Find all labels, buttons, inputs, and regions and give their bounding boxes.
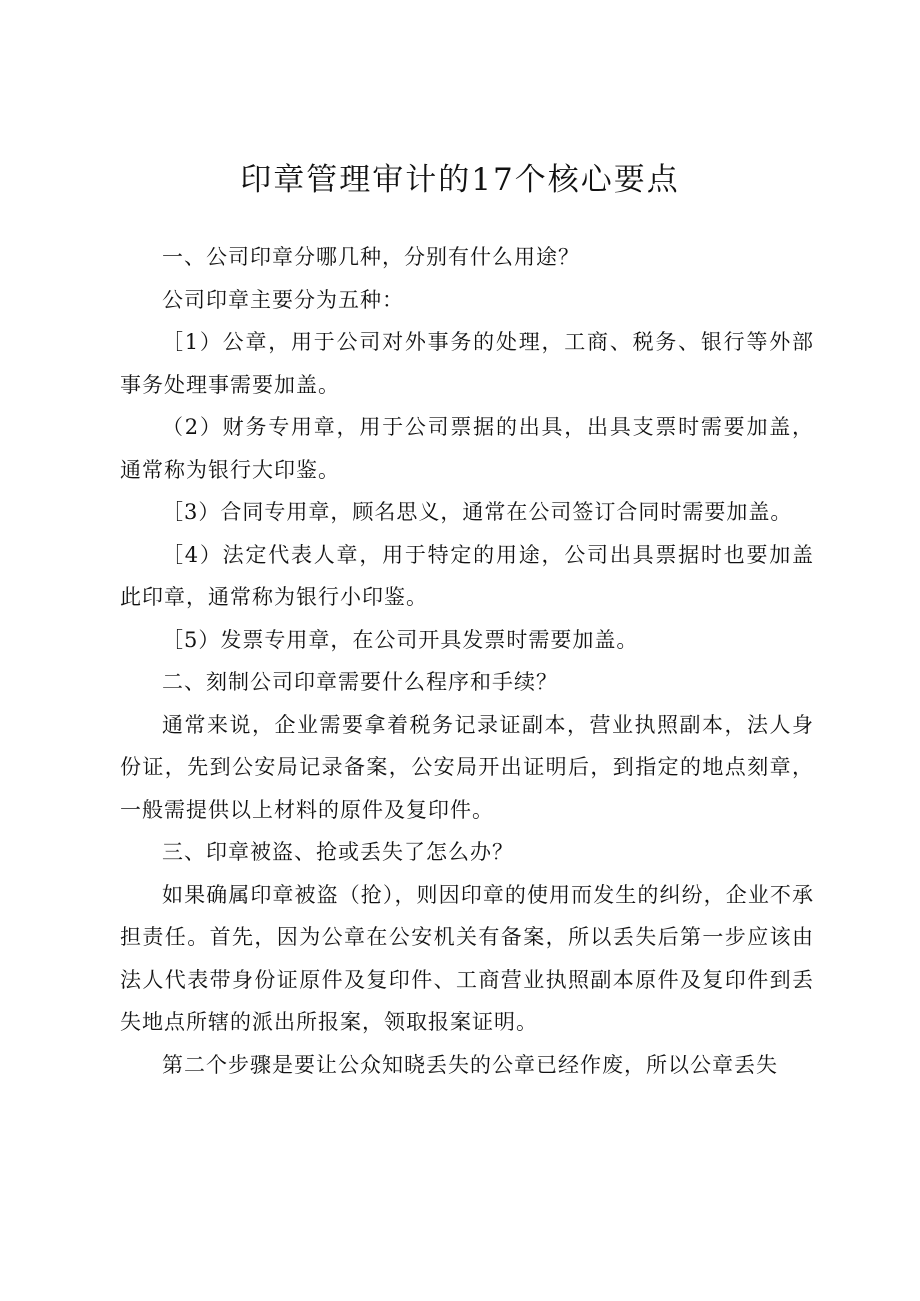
list-item-seal-1: ［1）公章，用于公司对外事务的处理，工商、税务、银行等外部事务处理事需要加盖。	[120, 330, 814, 397]
list-item-seal-5: ［5）发票专用章，在公司开具发票时需要加盖。	[162, 627, 639, 652]
paragraph: 公司印章主要分为五种：	[162, 287, 404, 312]
paragraph: 第二个步骤是要让公众知晓丢失的公章已经作废，所以公章丢失	[162, 1052, 778, 1077]
heading-1: 一、公司印章分哪几种，分别有什么用途？	[162, 245, 580, 269]
list-item-seal-4: ［4）法定代表人章，用于特定的用途，公司出具票据时也要加盖此印章，通常称为银行小印鉴。	[120, 542, 814, 609]
paragraph: 通常来说，企业需要拿着税务记录证副本，营业执照副本，法人身份证，先到公安局记录备案，公安局开出证明后，到指定的地点刻章，一般需提供以上材料的原件及复印件。	[120, 712, 814, 822]
document-body	[120, 236, 814, 1086]
document-title: 印章管理审计的17个核心要点	[240, 162, 680, 198]
heading-3: 三、印章被盗、抢或丢失了怎么办？	[162, 840, 514, 864]
list-item-seal-3: ［3）合同专用章，顾名思义，通常在公司签订合同时需要加盖。	[162, 500, 793, 524]
paragraph: 如果确属印章被盗（抢），则因印章的使用而发生的纠纷，企业不承担责任。首先，因为公章在公安机关有备案，所以丢失后第一步应该由法人代表带身份证原件及复印件、工商营业执照副本原件及复印件到丢失地点所辖的派出所报案，领取报案证明。	[120, 882, 814, 1034]
heading-2: 二、刻制公司印章需要什么程序和手续？	[162, 670, 558, 694]
list-item-seal-2: （2）财务专用章，用于公司票据的出具，出具支票时需要加盖，通常称为银行大印鉴。	[120, 415, 814, 482]
